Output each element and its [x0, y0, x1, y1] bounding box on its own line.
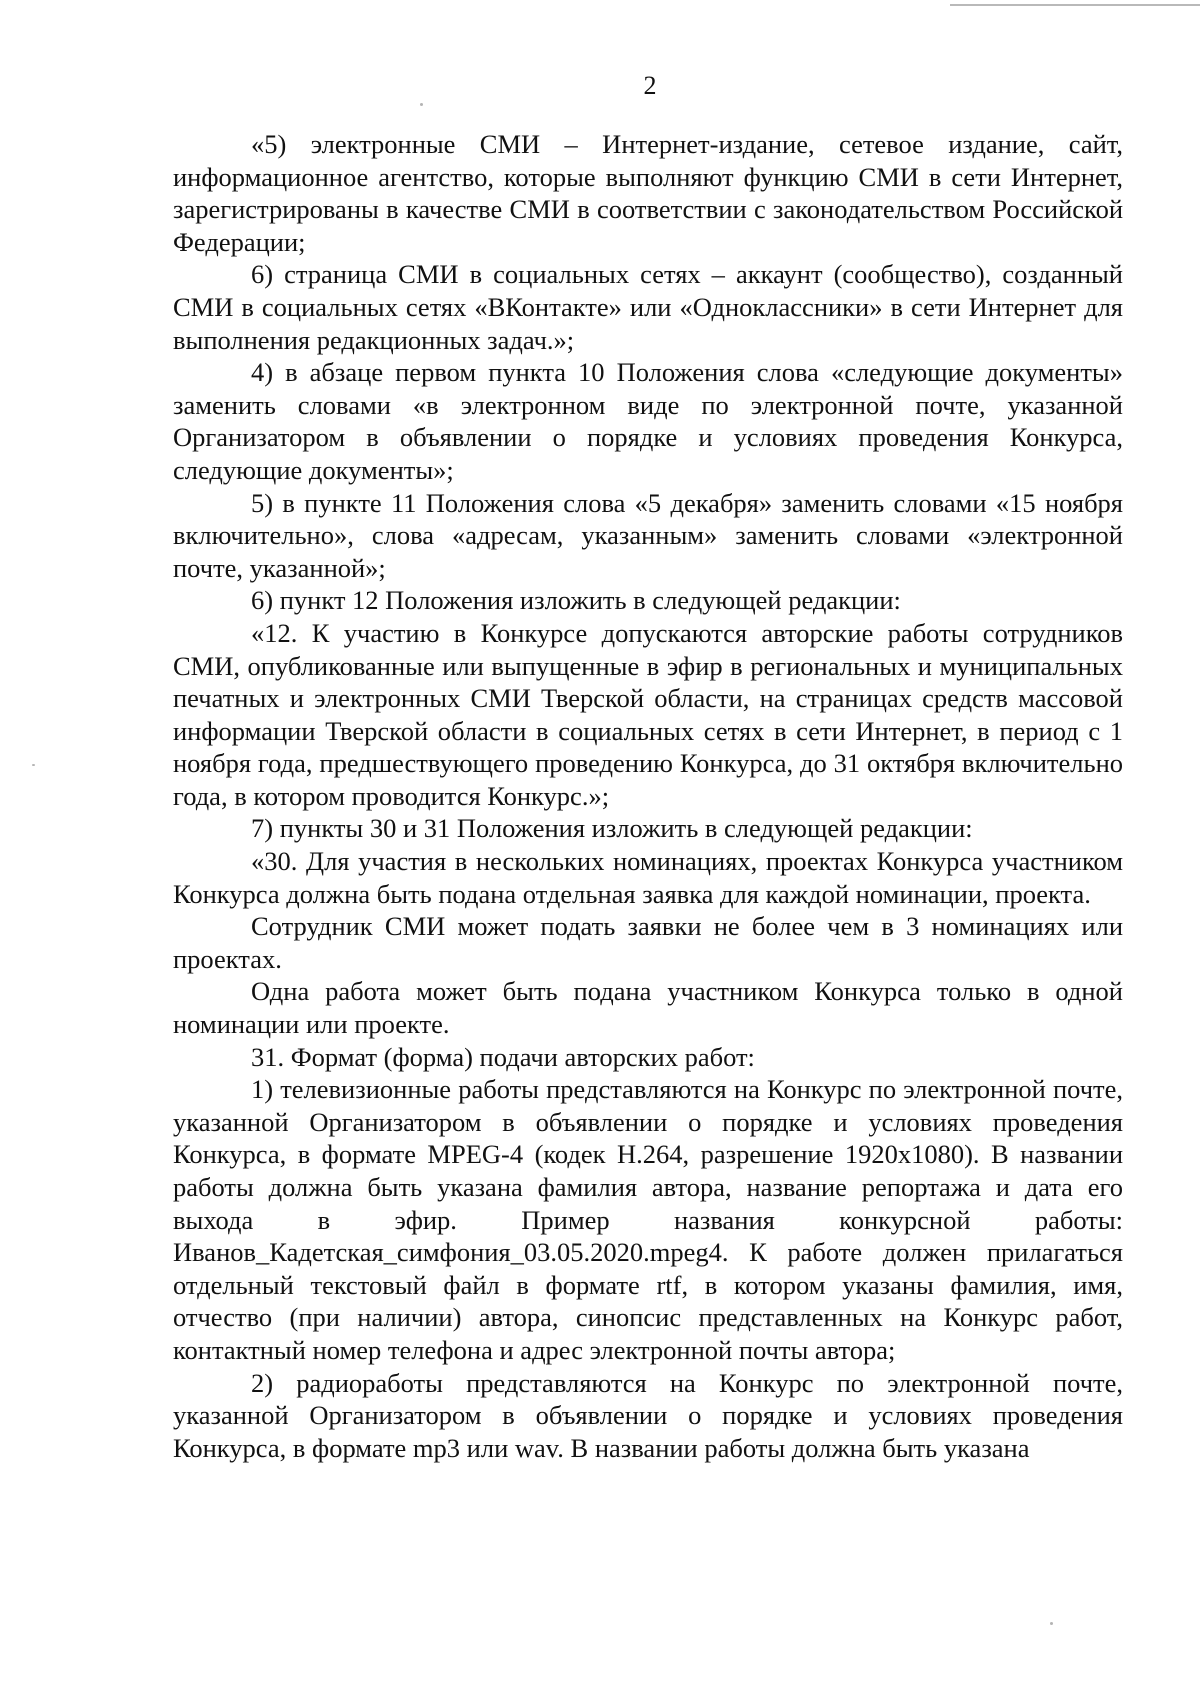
paragraph-single-nomination: Одна работа может быть подана участником Конкурса только в одной номинации или проекте. — [173, 976, 1123, 1040]
paragraph-point-31: 31. Формат (форма) подачи авторских работ: — [251, 1041, 755, 1072]
paragraph-television-works: 1) телевизионные работы представляются на Конкурс по электронной почте, указанной Организатором в объявлении о порядке и условиях проведения Конкурса, в формате MPEG-4 (кодек H.264, разрешение 1920x1080). В названии работы должна быть указана фамилия автора, название репортажа и дата его выхода в эфир. Пример названия конкурсной работы: Иванов_Кадетская_симфония_03.05.2020.mpeg4. К работе должен прилагаться отдельный текстовый файл в формате rtf, в котором указаны фамилия, имя, отчество (при наличии) автора, синопсис представленных на Конкурс работ, контактный номер телефона и адрес электронной почты автора; — [173, 1074, 1123, 1365]
paragraph-6-amendment: 6) пункт 12 Положения изложить в следующей редакции: — [251, 585, 901, 616]
paragraph-radio-works: 2) радиоработы представляются на Конкурс по электронной почте, указанной Организатором в объявлении о порядке и условиях проведения Конкурса, в формате mp3 или wav. В названии работы должна быть указана — [173, 1367, 1123, 1463]
paragraph-5-electronic-media: «5) электронные СМИ – Интернет-издание, сетевое издание, сайт, информационное агентство, которые выполняют функцию СМИ в сети Интернет, зарегистрированы в качестве СМИ в соответствии с законодательством Российской Федерации; — [173, 129, 1123, 257]
document-body — [173, 128, 1123, 1464]
scan-speck — [32, 764, 35, 766]
paragraph-point-12: «12. К участию в Конкурсе допускаются авторские работы сотрудников СМИ, опубликованные или выпущенные в эфир в региональных и муниципальных печатных и электронных СМИ Тверской области, на страницах средств массовой информации Тверской области в социальных сетях в сети Интернет, в период с 1 ноября года, предшествующего проведению Конкурса, до 31 октября включительно года, в котором проводится Конкурс.»; — [173, 617, 1123, 811]
scan-edge-line — [950, 4, 1200, 6]
paragraph-point-30: «30. Для участия в нескольких номинациях, проектах Конкурса участником Конкурса должна быть подана отдельная заявка для каждой номинации, проекта. — [173, 846, 1123, 909]
scan-speck — [420, 103, 423, 106]
paragraph-6-social-page: 6) страница СМИ в социальных сетях – аккаунт (сообщество), созданный СМИ в социальных сетях «ВКонтакте» или «Одноклассники» в сети Интернет для выполнения редакционных задач.»; — [173, 259, 1123, 355]
scan-speck — [1050, 1622, 1053, 1625]
paragraph-application-limit: Сотрудник СМИ может подать заявки не более чем в 3 номинациях или проектах. — [173, 911, 1123, 974]
page-number: 2 — [643, 71, 657, 100]
paragraph-4-amendment: 4) в абзаце первом пункта 10 Положения слова «следующие документы» заменить словами «в электронном виде по электронной почте, указанной Организатором в объявлении о порядке и условиях проведения Конкурса, следующие документы»; — [173, 357, 1123, 485]
paragraph-7-amendment: 7) пункты 30 и 31 Положения изложить в следующей редакции: — [251, 813, 973, 844]
paragraph-5-amendment: 5) в пункте 11 Положения слова «5 декабря» заменить словами «15 ноября включительно», слова «адресам, указанным» заменить словами «электронной почте, указанной»; — [173, 487, 1123, 583]
